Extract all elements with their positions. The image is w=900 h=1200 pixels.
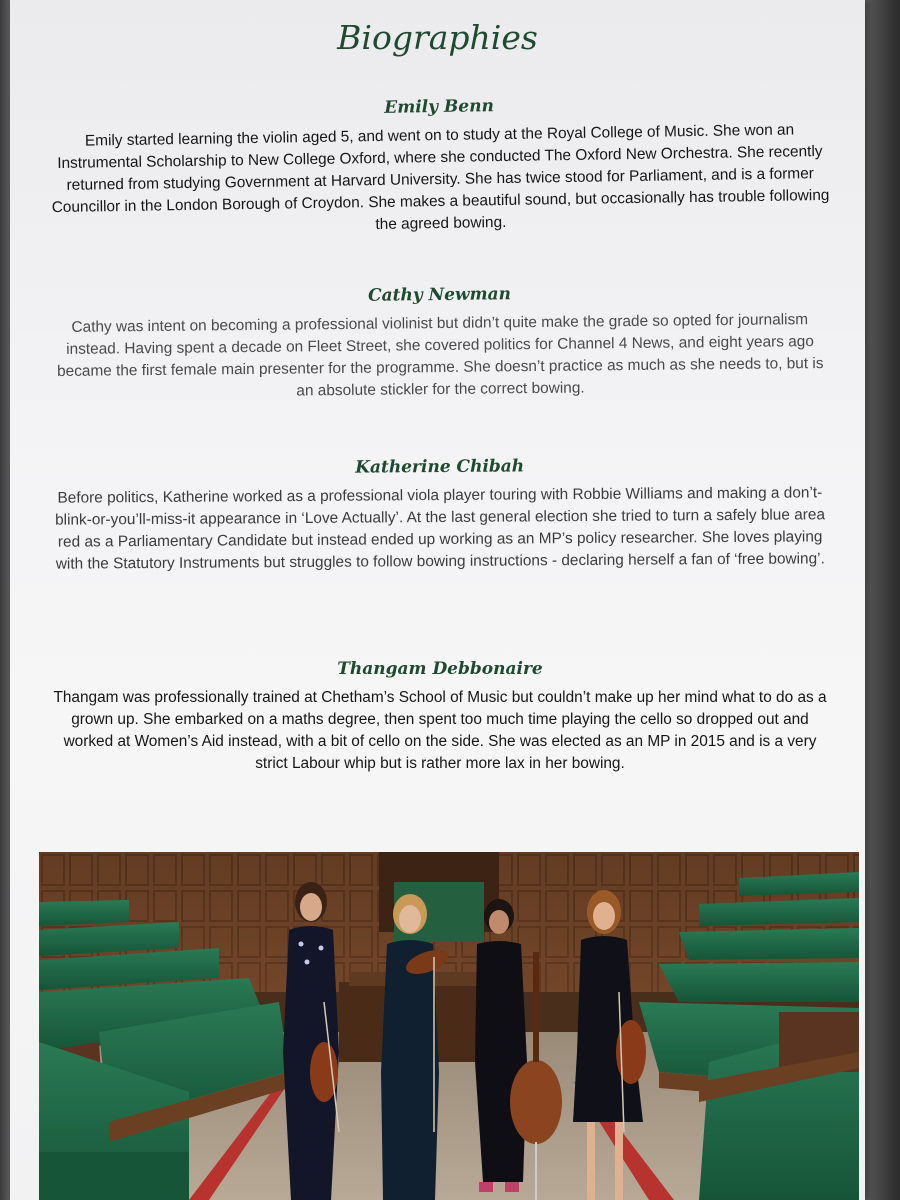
bio-emily-benn bbox=[49, 91, 831, 241]
bio-name: Cathy Newman bbox=[367, 284, 512, 306]
bio-text: Thangam was professionally trained at Chetham’s School of Music but couldn’t make up her mind what to do as a grown up. She embarked on a maths degree, then spent too much time playing the cello so dropped out and worked at Women’s Aid instead, with a bit of cello on the side. She was elected as an MP in 2015 and is a very strict Labour whip but is rather more lax in her bowing. bbox=[53, 689, 827, 772]
bio-text: Before politics, Katherine worked as a professional viola player touring with Robbie Williams and making a don’t-blink-or-you’ll-miss-it appearance in ‘Love Actually’. At the last general election she tried to turn a safely blue area red as a Parliamentary Candidate but instead ended up working as an MP’s policy researcher. She loves playing with the Statutory Instruments but struggles to follow bowing instructions - declaring herself a fan of ‘free bowing’. bbox=[54, 484, 826, 573]
page-title: Biographies bbox=[337, 18, 538, 57]
bio-thangam-debbonaire bbox=[50, 659, 830, 775]
quartet-photo bbox=[39, 852, 859, 1200]
house-of-commons-scene bbox=[39, 852, 859, 1200]
bio-name: Katherine Chibah bbox=[355, 456, 525, 478]
bio-text: Emily started learning the violin aged 5, and went on to study at the Royal College of Music. She won an Instrumental Scholarship to New College Oxford, where she conducted The Oxford New Orchestra. She recently returned from studying Government at Harvard University. She has twice stood for Parliament, and is a former Councillor in the London Borough of Croydon. She makes a beautiful sound, but occasionally has trouble following the agreed bowing. bbox=[51, 121, 830, 234]
desk-edge-right bbox=[864, 0, 900, 1200]
programme-page bbox=[10, 0, 865, 1200]
musician-1 bbox=[283, 882, 339, 1200]
bio-katherine-chibah bbox=[50, 454, 831, 575]
bio-text: Cathy was intent on becoming a professional violinist but didn’t quite make the grade so opted for journalism instead. Having spent a decade on Fleet Street, she covered politics for Channel 4 News, and eight years ago became the first female main presenter for the programme. She doesn’t practice as much as she needs to, but is an absolute stickler for the correct bowing. bbox=[56, 311, 824, 400]
bio-name: Emily Benn bbox=[384, 96, 495, 118]
bio-name: Thangam Debbonaire bbox=[337, 659, 543, 679]
bio-cathy-newman bbox=[49, 281, 830, 405]
